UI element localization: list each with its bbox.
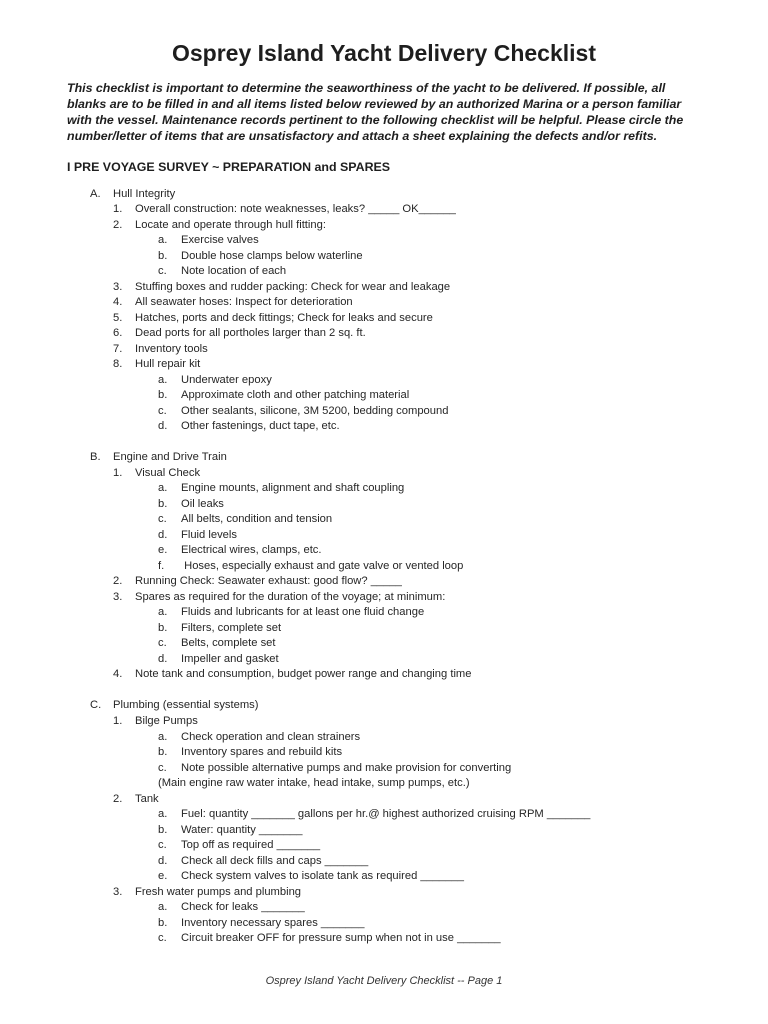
checklist-item-marker: b. — [158, 917, 168, 929]
checklist-item — [158, 823, 302, 837]
checklist-item-marker: A. — [90, 188, 101, 200]
checklist-item-marker: c. — [158, 405, 167, 417]
checklist-item-marker: b. — [158, 389, 168, 401]
checklist-item — [158, 528, 237, 542]
checklist-item — [158, 652, 279, 666]
checklist-item — [158, 543, 322, 557]
checklist-item-marker: d. — [158, 653, 168, 665]
checklist-item-marker: a. — [158, 808, 168, 820]
intro-paragraph — [67, 80, 707, 144]
checklist-item — [158, 776, 470, 790]
checklist-item-text: Tank — [135, 793, 159, 805]
checklist-item — [158, 838, 320, 852]
checklist-item-text: Stuffing boxes and rudder packing: Check for wear and leakage — [135, 281, 451, 293]
checklist-item-text: Underwater epoxy — [181, 374, 272, 386]
intro-line: number/letter of items that are unsatisfactory and attach a sheet explaining the defects and/or refits. — [67, 129, 658, 143]
checklist-item-marker: d. — [158, 420, 168, 432]
checklist-item-text: Locate and operate through hull fitting: — [135, 219, 326, 231]
checklist-item-marker: b. — [158, 250, 168, 262]
checklist-item — [113, 885, 301, 899]
checklist-item — [113, 590, 445, 604]
checklist-item-marker: c. — [158, 637, 167, 649]
checklist-item — [113, 295, 353, 309]
checklist-item-text: Dead ports for all portholes larger than 2 sq. ft. — [135, 327, 366, 339]
checklist-item-text: All seawater hoses: Inspect for deterioration — [135, 296, 353, 308]
checklist-item-marker: b. — [158, 498, 168, 510]
checklist-item-marker: 1. — [113, 467, 123, 479]
checklist-item-marker: b. — [158, 746, 168, 758]
checklist-item-text: Inventory tools — [135, 343, 208, 355]
checklist-item — [90, 450, 227, 464]
checklist-item-text: Check operation and clean strainers — [181, 731, 361, 743]
intro-line: This checklist is important to determine the seaworthiness of the yacht to be delivered. If possible, all — [67, 81, 666, 95]
checklist-item — [113, 280, 450, 294]
checklist-item-marker: c. — [158, 513, 167, 525]
checklist-item-text: Approximate cloth and other patching material — [181, 389, 410, 401]
checklist-item-marker: f. — [158, 560, 165, 572]
checklist-item-text: Circuit breaker OFF for pressure sump when not in use _______ — [181, 932, 501, 944]
checklist-item-marker: d. — [158, 855, 168, 867]
checklist-item-text: Other fastenings, duct tape, etc. — [181, 420, 340, 432]
checklist-item-text: Bilge Pumps — [135, 715, 198, 727]
checklist-item-marker: 5. — [113, 312, 123, 324]
checklist-item-marker: 7. — [113, 343, 123, 355]
checklist-item — [158, 373, 272, 387]
checklist-item-marker: 8. — [113, 358, 123, 370]
checklist-item-text: Double hose clamps below waterline — [181, 250, 363, 262]
checklist-item — [158, 605, 424, 619]
checklist-item-marker: c. — [158, 762, 167, 774]
checklist-item-marker: 1. — [113, 715, 123, 727]
checklist-item — [158, 233, 259, 247]
checklist-item-marker: 2. — [113, 793, 123, 805]
checklist-item-text: Exercise valves — [181, 234, 259, 246]
checklist-item-text: (Main engine raw water intake, head intake, sump pumps, etc.) — [158, 777, 470, 789]
checklist-item — [158, 497, 224, 511]
checklist-item — [158, 621, 281, 635]
checklist-item-marker: a. — [158, 374, 168, 386]
checklist-item-text: Inventory necessary spares _______ — [181, 917, 365, 929]
checklist-item — [158, 404, 448, 418]
checklist-item — [113, 326, 366, 340]
checklist-item-text: Inventory spares and rebuild kits — [181, 746, 343, 758]
checklist-item-marker: 6. — [113, 327, 123, 339]
checklist-item-text: Fresh water pumps and plumbing — [135, 886, 302, 898]
checklist-item — [158, 264, 286, 278]
checklist-item-text: Fluids and lubricants for at least one fluid change — [181, 606, 425, 618]
checklist-item-text: Hull Integrity — [113, 188, 176, 200]
checklist-item-marker: 4. — [113, 296, 123, 308]
checklist-item-marker: c. — [158, 265, 167, 277]
checklist-item — [158, 559, 463, 573]
checklist-item-marker: 2. — [113, 575, 123, 587]
checklist-item-text: All belts, condition and tension — [181, 513, 333, 525]
checklist-item-marker: a. — [158, 901, 168, 913]
checklist-item — [90, 698, 259, 712]
checklist-item-marker: B. — [90, 451, 101, 463]
checklist-item-marker: 1. — [113, 203, 123, 215]
checklist-item — [158, 869, 464, 883]
checklist-item — [113, 218, 326, 232]
checklist-item-text: Oil leaks — [181, 498, 224, 510]
checklist-item-marker: a. — [158, 731, 168, 743]
checklist-item — [113, 714, 198, 728]
checklist-item — [158, 636, 276, 650]
checklist-item — [113, 342, 208, 356]
checklist-item — [158, 419, 340, 433]
checklist-item — [113, 466, 200, 480]
section-heading: I PRE VOYAGE SURVEY ~ PREPARATION and SPARES — [67, 160, 391, 174]
checklist-item-text: Overall construction: note weaknesses, leaks? _____ OK______ — [135, 203, 456, 215]
checklist-item-text: Belts, complete set — [181, 637, 276, 649]
checklist-item — [113, 202, 456, 216]
checklist-item — [158, 745, 342, 759]
checklist-item-text: Water: quantity _______ — [181, 824, 303, 836]
checklist-item-marker: b. — [158, 824, 168, 836]
checklist-item-text: Impeller and gasket — [181, 653, 279, 665]
checklist-item — [113, 574, 402, 588]
checklist-item-text: Check for leaks _______ — [181, 901, 305, 913]
checklist-item-marker: e. — [158, 544, 168, 556]
checklist-item — [90, 187, 175, 201]
page-title: Osprey Island Yacht Delivery Checklist — [171, 40, 596, 66]
checklist-item-text: Engine mounts, alignment and shaft coupling — [181, 482, 405, 494]
checklist-item-text: Note location of each — [181, 265, 287, 277]
checklist-item — [158, 900, 305, 914]
intro-line: with the vessel. Maintenance records pertinent to the following checklist will be helpful. Please circle the — [67, 113, 684, 127]
checklist-item-marker: 3. — [113, 886, 123, 898]
checklist-item-text: Fuel: quantity _______ gallons per hr.@ highest authorized cruising RPM _______ — [181, 808, 591, 820]
checklist-item-text: Hatches, ports and deck fittings; Check for leaks and secure — [135, 312, 433, 324]
checklist-item — [158, 761, 511, 775]
checklist-item-text: Visual Check — [135, 467, 201, 479]
checklist-item — [158, 512, 332, 526]
checklist-item — [158, 730, 360, 744]
checklist-item-marker: a. — [158, 606, 168, 618]
checklist-item-text: Hoses, especially exhaust and gate valve or vented loop — [181, 560, 464, 572]
checklist-item — [113, 667, 471, 681]
checklist-item-marker: 4. — [113, 668, 123, 680]
checklist-item-marker: b. — [158, 622, 168, 634]
checklist-item-marker: 3. — [113, 281, 123, 293]
checklist-item — [158, 807, 590, 821]
checklist-item — [158, 481, 404, 495]
checklist-item-text: Top off as required _______ — [181, 839, 321, 851]
checklist-item — [113, 357, 200, 371]
checklist-item-marker: 2. — [113, 219, 123, 231]
checklist-item-marker: 3. — [113, 591, 123, 603]
checklist-item-text: Running Check: Seawater exhaust: good flow? _____ — [135, 575, 402, 587]
checklist-item-marker: a. — [158, 482, 168, 494]
checklist-item — [113, 792, 159, 806]
checklist-item — [158, 931, 501, 945]
checklist-item-text: Other sealants, silicone, 3M 5200, bedding compound — [181, 405, 449, 417]
page-footer: Osprey Island Yacht Delivery Checklist -- Page 1 — [265, 975, 503, 987]
checklist-item-text: Spares as required for the duration of the voyage; at minimum: — [135, 591, 446, 603]
checklist-item-text: Hull repair kit — [135, 358, 201, 370]
checklist-item-text: Check system valves to isolate tank as required _______ — [181, 870, 464, 882]
checklist-item-marker: d. — [158, 529, 168, 541]
checklist-item-text: Filters, complete set — [181, 622, 282, 634]
checklist-item-text: Note tank and consumption, budget power range and changing time — [135, 668, 472, 680]
checklist-item — [158, 916, 364, 930]
checklist-item-marker: c. — [158, 932, 167, 944]
checklist-item-marker: C. — [90, 699, 102, 711]
checklist-item-marker: c. — [158, 839, 167, 851]
checklist-item — [113, 311, 433, 325]
checklist-item-text: Check all deck fills and caps _______ — [181, 855, 369, 867]
checklist-item-text: Electrical wires, clamps, etc. — [181, 544, 322, 556]
checklist-item — [158, 249, 363, 263]
checklist-item-text: Note possible alternative pumps and make provision for converting — [181, 762, 512, 774]
checklist-item-text: Engine and Drive Train — [113, 451, 227, 463]
checklist-item-marker: e. — [158, 870, 168, 882]
checklist-item-marker: a. — [158, 234, 168, 246]
checklist-item-text: Plumbing (essential systems) — [113, 699, 259, 711]
checklist-item — [158, 388, 409, 402]
checklist-item-text: Fluid levels — [181, 529, 237, 541]
intro-line: blanks are to be filled in and all items listed below reviewed by an authorized Marina or a person familiar — [67, 97, 682, 111]
checklist-item — [158, 854, 368, 868]
